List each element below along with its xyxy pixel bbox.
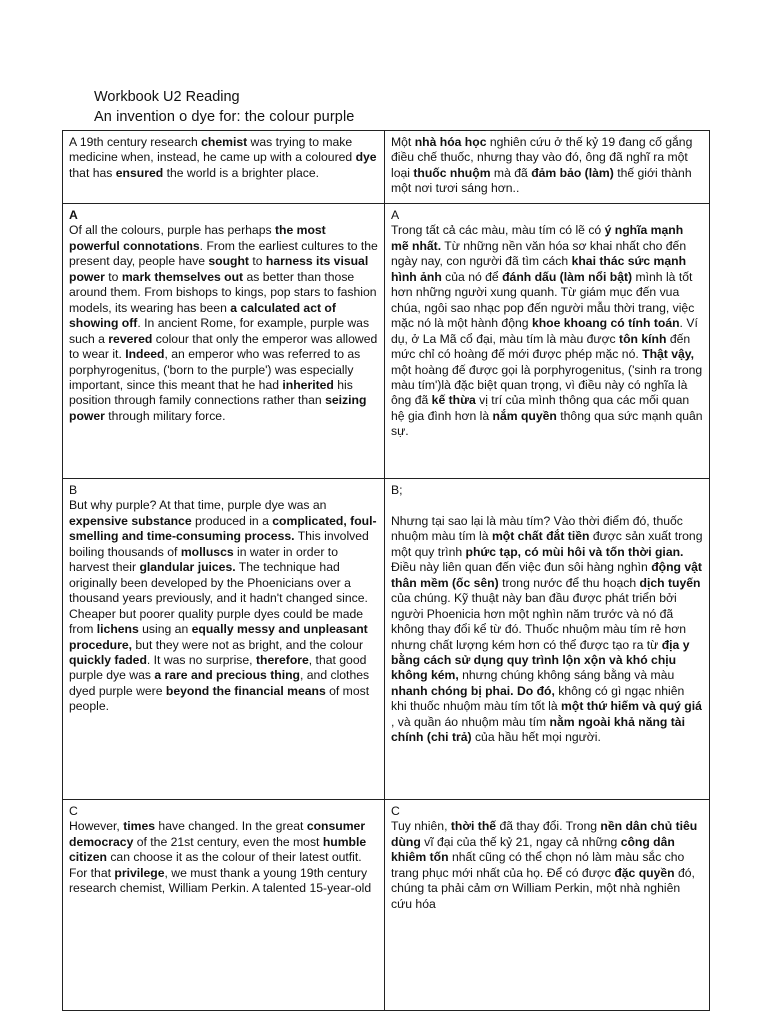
text-run: . In ancient Rome, for example, purple was such a — [69, 316, 370, 346]
text-run: của chúng. Kỹ thuật này ban đầu được phát triển bởi người Phoenicia hơn một nghìn năm trước và nó đã không thay đổi kể từ đó. Thuốc nhuộm màu tím rẻ hơn nhưng chất lượng kém hơn có thể được tạo ra từ — [391, 591, 687, 652]
bold-phrase: một thứ hiếm và quý giá — [561, 699, 702, 714]
bold-phrase: một chất đắt tiền — [491, 529, 590, 544]
text-run: This involved boiling thousands of — [69, 529, 369, 559]
bold-phrase: molluscs — [180, 544, 234, 559]
text-run: have changed. In the great — [155, 819, 307, 834]
bold-phrase: therefore — [255, 652, 309, 667]
bold-phrase: a rare and precious thing — [154, 668, 300, 683]
text-run: But why purple? At that time, purple dye was an — [69, 498, 327, 513]
text-run: . Ví dụ, ở La Mã cổ đại, màu tím là màu được — [391, 316, 698, 346]
bold-phrase: thời thế — [450, 819, 497, 834]
bold-phrase: công dân khiêm tốn — [391, 834, 675, 865]
text-run: was trying to make medicine when, instead, he came up with a coloured — [69, 135, 356, 165]
bold-phrase: đánh dấu (làm nổi bật) — [502, 269, 633, 284]
bold-phrase: nhanh chóng bị phai. — [391, 683, 514, 698]
english-cell — [63, 131, 385, 204]
text-run: , that good purple dye was — [69, 652, 367, 683]
table-row — [63, 131, 710, 204]
text-run: . From the earliest cultures to the present day, people have — [69, 238, 378, 269]
bold-phrase: Do đó, — [516, 683, 555, 698]
text-run: as better than those around them. From bishops to kings, pop stars to fashion models, its wearing has been — [69, 269, 377, 315]
text-run: the world is a brighter place. — [163, 165, 319, 180]
vietnamese-cell — [385, 800, 710, 1011]
text-run: A — [391, 208, 400, 222]
bold-phrase: privilege — [114, 865, 165, 880]
text-run: một hoàng đế được gọi là porphyrogenitus, ('sinh ra trong màu tím')là đặc biệt quan trọng, vì điều này có nghĩa là ông đã — [391, 362, 703, 408]
bold-phrase: complicated, foul-smelling and time-consuming process. — [69, 513, 377, 544]
bold-phrase: thuốc nhuộm — [413, 165, 491, 180]
text-run: B; — [391, 483, 403, 497]
document-title: Workbook U2 Reading — [94, 89, 240, 105]
text-run: A 19th century research — [69, 135, 202, 149]
text-run: đã thay đổi. Trong — [496, 819, 601, 834]
text-run: to — [104, 269, 122, 284]
text-run: Of all the colours, purple has perhaps — [69, 223, 275, 238]
bold-phrase: đảm bảo (làm) — [531, 165, 614, 180]
bold-phrase: kế thừa — [431, 393, 476, 408]
text-run: to — [248, 254, 266, 269]
text-run: nghiên cứu ở thế kỷ 19 đang cố gắng điều chế thuốc, nhưng thay vào đó, ông đã nghĩ ra một loại — [391, 135, 693, 180]
table-row — [63, 479, 710, 800]
bold-phrase: Thật vậy, — [642, 347, 695, 362]
text-run: được sản xuất trong một quy trình — [391, 529, 703, 559]
bold-phrase: đặc quyền — [614, 865, 675, 880]
bold-phrase: tôn kính — [619, 331, 667, 346]
bold-phrase: Indeed — [125, 347, 165, 362]
bold-phrase: humble citizen — [69, 834, 367, 865]
text-run: nhất cũng có thể chọn nó làm màu sắc cho trang phục mới nhất của họ. Để có được — [391, 850, 685, 880]
bold-phrase: nhà hóa học — [414, 135, 487, 149]
text-run: mình là tốt hơn những người xung quanh. Từ giám mục đến vua chúa, ngôi sao nhạc pop đến người mẫu thời trang, việc mặc nó là một hành động — [391, 269, 695, 331]
text-run: thông qua sức mạnh quân sự. — [391, 408, 703, 439]
text-run: Một — [391, 135, 415, 149]
bold-phrase: glandular juices. — [139, 560, 236, 575]
text-run: Điều này liên quan đến việc đun sôi hàng nghìn — [391, 560, 652, 575]
text-run: produced in a — [191, 513, 273, 528]
bold-phrase: equally messy and unpleasant procedure, — [69, 622, 368, 652]
text-run: Trong tất cả các màu, màu tím có lẽ có — [391, 223, 605, 238]
bold-phrase: the most powerful connotations — [69, 223, 326, 253]
text-run: mà đã — [490, 165, 532, 180]
text-run: Tuy nhiên, — [391, 819, 451, 834]
text-run: of most people. — [69, 683, 370, 714]
bold-phrase: lichens — [96, 622, 139, 637]
english-cell — [63, 204, 385, 479]
bold-phrase: consumer democracy — [69, 819, 366, 849]
text-run: in water in order to harvest their — [69, 544, 338, 575]
bold-phrase: inherited — [282, 377, 334, 392]
text-run: B — [69, 483, 78, 497]
text-run: , and clothes dyed purple were — [69, 668, 370, 698]
text-run: However, — [69, 819, 124, 834]
bold-phrase: sought — [208, 254, 249, 269]
text-run: using an — [138, 622, 192, 637]
bold-phrase: mark themselves out — [121, 269, 244, 284]
vietnamese-cell — [385, 479, 710, 800]
bold-phrase: khai thác sức mạnh hình ảnh — [391, 254, 687, 284]
vietnamese-cell — [385, 131, 710, 204]
text-run: The technique had originally been developed by the Phoenicians over a thousand years previously, and it hadn't changed since. Cheaper but poorer quality purple dyes could be made from — [69, 560, 368, 637]
english-cell — [63, 479, 385, 800]
text-run: Nhưng tại sao lại là màu tím? Vào thời điểm đó, thuốc nhuộm màu tím là — [391, 513, 683, 544]
text-run: Từ những nền văn hóa sơ khai nhất cho đến ngày nay, con người đã tìm cách — [391, 238, 687, 269]
bold-phrase: a calculated act of showing off — [69, 300, 336, 331]
text-run: can choose it as the colour of their latest outfit. For that — [69, 850, 362, 880]
bold-phrase: nền dân chủ tiêu dùng — [391, 819, 698, 849]
bold-phrase: ý nghĩa mạnh mẽ nhất. — [391, 223, 684, 253]
english-cell — [63, 800, 385, 1011]
bold-phrase: revered — [108, 331, 153, 346]
bold-phrase: phức tạp, có mùi hôi và tốn thời gian. — [465, 544, 684, 559]
bilingual-table — [62, 130, 710, 1011]
text-run: that has — [69, 165, 116, 180]
text-run: , an emperor who was referred to as porphyrogenitus, ('born to the purple') was especially important, since this meant that he had — [69, 347, 361, 392]
bold-phrase: A — [69, 208, 78, 222]
bold-phrase: nằm ngoài khả năng tài chính (chi trả) — [391, 714, 685, 745]
text-run: nhưng chúng không sáng bằng và màu — [458, 668, 675, 683]
text-run: vị trí của mình thông qua các mối quan hệ gia đình hơn là — [391, 393, 690, 423]
bold-phrase: quickly faded — [69, 652, 147, 667]
bold-phrase: chemist — [201, 135, 248, 149]
text-run: , we must thank a young 19th century research chemist, William Perkin. A talented 15-year-old — [69, 865, 372, 896]
text-run: of the 21st century, even the most — [133, 834, 323, 849]
bold-phrase: địa y bằng cách sử dụng quy trình lộn xộn và khó chịu không kém, — [391, 637, 690, 683]
text-run: through military force. — [104, 408, 226, 423]
text-run: C — [69, 804, 78, 818]
text-run: but they were not as bright, and the colour — [132, 637, 364, 652]
text-run: C — [391, 804, 400, 818]
text-run: . It was no surprise, — [146, 652, 256, 667]
vietnamese-cell — [385, 204, 710, 479]
text-run: của hầu hết mọi người. — [471, 730, 601, 745]
bold-phrase: harness its visual power — [69, 254, 369, 284]
text-run: không có gì ngạc nhiên khi thuốc nhuộm màu tím tốt là — [391, 683, 685, 714]
table-row — [63, 204, 710, 479]
bold-phrase: nắm quyền — [492, 408, 557, 423]
text-run: vĩ đại của thế kỷ 21, ngay cả những — [420, 834, 621, 849]
text-run: đến mức chỉ có hoàng đế mới được phép mặc nó. — [391, 331, 691, 362]
text-run: , và quần áo nhuộm màu tím — [391, 714, 550, 729]
text-run: trong nước để thu hoạch — [498, 575, 640, 590]
bold-phrase: khoe khoang có tính toán — [531, 316, 680, 331]
table-row — [63, 800, 710, 1011]
bold-phrase: beyond the financial means — [165, 683, 326, 698]
text-run: thế giới thành một nơi tươi sáng hơn.. — [391, 165, 692, 196]
text-run: của nó để — [441, 269, 503, 284]
bold-phrase: dye — [355, 150, 377, 165]
text-run: colour that only the emperor was allowed to wear it. — [69, 331, 378, 362]
bold-phrase: times — [123, 819, 156, 834]
text-run: đó, chúng ta phải cảm ơn William Perkin, một nhà nghiên cứu hóa — [391, 865, 695, 911]
bold-phrase: động vật thân mềm (ốc sên) — [391, 560, 702, 590]
bold-phrase: ensured — [115, 165, 164, 180]
document-subtitle: An invention o dye for: the colour purple — [94, 109, 355, 125]
bold-phrase: dịch tuyến — [639, 575, 701, 590]
bold-phrase: expensive substance — [69, 513, 192, 528]
bold-phrase: seizing power — [69, 393, 367, 423]
text-run: his position through family connections rather than — [69, 377, 353, 408]
